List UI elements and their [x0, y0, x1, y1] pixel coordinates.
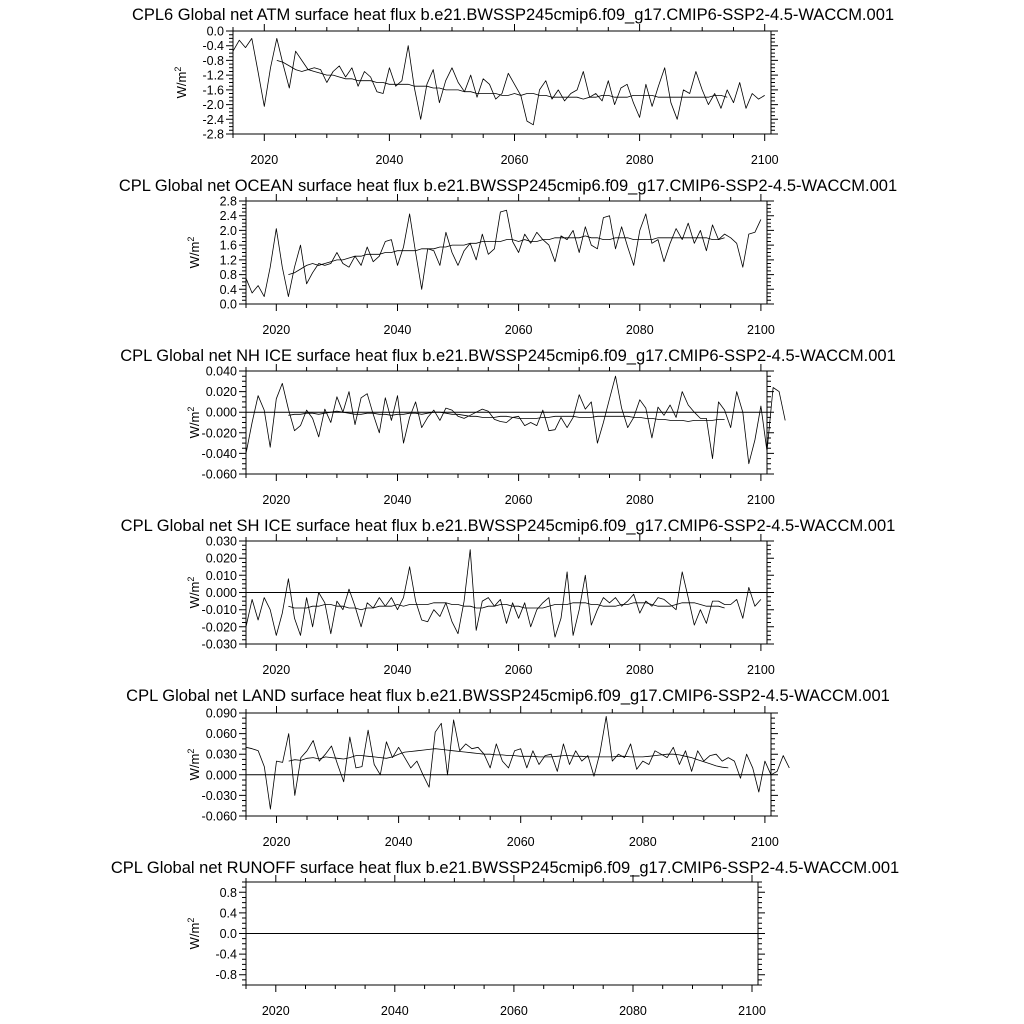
- x-tick-label: 2020: [262, 663, 291, 677]
- y-tick-label: 2.4: [219, 209, 237, 224]
- chart-title: CPL6 Global net ATM surface heat flux b.e21.BWSSP245cmip6.f09_g17.CMIP6-SSP2-4.5-WACCM.001: [131, 6, 895, 24]
- x-tick-label: 2080: [625, 323, 654, 337]
- y-tick-label: 2.0: [219, 223, 237, 238]
- y-tick-label: -0.030: [201, 788, 237, 803]
- y-tick-label: -2.4: [202, 112, 224, 127]
- y-tick-label: -2.8: [202, 127, 224, 142]
- x-tick-label: 2080: [619, 1004, 647, 1018]
- y-axis-label: $W/m^2$: [186, 576, 202, 609]
- y-tick-label: 0.030: [205, 534, 237, 549]
- x-tick-label: 2100: [747, 493, 775, 507]
- y-tick-label: -0.010: [201, 603, 237, 618]
- tick-lines: [226, 24, 778, 141]
- x-tick-label: 2040: [383, 323, 412, 337]
- plot-frame: [246, 713, 771, 816]
- x-tick-label: 2020: [262, 493, 291, 507]
- y-axis-label: $W/m^2$: [186, 406, 202, 439]
- x-tick-label: 2040: [383, 493, 412, 507]
- y-tick-label: -0.4: [202, 39, 224, 54]
- y-tick-label: -1.2: [202, 68, 224, 83]
- y-tick-label: 0.020: [205, 551, 237, 566]
- y-tick-label: -0.020: [201, 620, 237, 635]
- y-tick-label: 0.4: [219, 906, 237, 921]
- y-tick-label: -0.030: [201, 637, 237, 652]
- chart-title: CPL Global net NH ICE surface heat flux b.e21.BWSSP245cmip6.f09_g17.CMIP6-SSP2-4.5-WACCM.001: [120, 347, 896, 365]
- panel-3: [120, 347, 896, 507]
- x-tick-label: 2060: [504, 323, 533, 337]
- y-tick-label: 0.000: [205, 586, 237, 600]
- x-tick-label: 2040: [383, 663, 412, 677]
- tick-marks: [239, 706, 778, 823]
- x-tick-label: 2020: [250, 153, 279, 167]
- x-tick-label: 2080: [628, 835, 657, 849]
- panel-6: [111, 859, 899, 1018]
- y-tick-label: 0.8: [219, 268, 237, 283]
- y-axis-label: $W/m^2$: [186, 236, 202, 269]
- tick-marks: [226, 24, 778, 141]
- x-tick-label: 2020: [261, 1004, 290, 1018]
- chart-title: CPL Global net SH ICE surface heat flux b.e21.BWSSP245cmip6.f09_g17.CMIP6-SSP2-4.5-WACCM.001: [120, 517, 896, 535]
- y-tick-label: -0.8: [215, 968, 237, 983]
- y-tick-label: -1.6: [202, 83, 224, 98]
- y-tick-label: 0.040: [205, 364, 237, 379]
- y-tick-label: 0.000: [205, 405, 237, 420]
- y-tick-label: 1.6: [219, 238, 237, 253]
- y-tick-label: -0.020: [201, 426, 237, 441]
- x-tick-label: 2100: [738, 1004, 766, 1018]
- x-tick-label: 2020: [262, 835, 291, 849]
- y-tick-label: -0.060: [201, 809, 237, 824]
- y-tick-label: -0.8: [202, 53, 224, 68]
- plot-frame: [246, 201, 767, 304]
- y-tick-label: 0.010: [205, 568, 237, 583]
- annual-series-line: [246, 550, 761, 638]
- y-tick-label: 0.090: [205, 706, 237, 721]
- x-tick-label: 2040: [384, 835, 413, 849]
- x-tick-label: 2060: [506, 835, 535, 849]
- panel-1: [132, 6, 894, 167]
- y-tick-label: 0.0: [219, 297, 237, 312]
- chart-title: CPL Global net LAND surface heat flux b.e21.BWSSP245cmip6.f09_g17.CMIP6-SSP2-4.5-WACCM.001: [126, 687, 890, 705]
- y-tick-label: 0.8: [219, 885, 237, 900]
- x-tick-label: 2080: [625, 153, 654, 167]
- x-tick-label: 2100: [750, 153, 779, 167]
- x-tick-label: 2060: [504, 663, 533, 677]
- y-tick-label: 0.020: [205, 385, 237, 400]
- x-tick-label: 2060: [500, 153, 529, 167]
- x-tick-label: 2100: [750, 835, 779, 849]
- y-axis-label: $W/m^2$: [186, 748, 202, 781]
- annual-series-line: [233, 38, 765, 124]
- x-tick-label: 2100: [747, 663, 775, 677]
- x-tick-label: 2040: [375, 153, 404, 167]
- x-tick-label: 2020: [262, 323, 291, 337]
- chart-title: CPL Global net RUNOFF surface heat flux b.e21.BWSSP245cmip6.f09_g17.CMIP6-SSP2-4.5-WACCM.001: [110, 859, 900, 877]
- running-mean-line: [289, 749, 729, 768]
- x-tick-label: 2060: [504, 493, 533, 507]
- x-tick-label: 2040: [380, 1004, 409, 1018]
- x-tick-label: 2080: [625, 493, 654, 507]
- running-mean-line: [288, 236, 724, 275]
- y-tick-label: 0.0: [219, 927, 237, 941]
- chart-title: CPL Global net OCEAN surface heat flux b.e21.BWSSP245cmip6.f09_g17.CMIP6-SSP2-4.5-WACCM.001: [118, 177, 898, 195]
- tick-lines: [239, 706, 778, 823]
- x-tick-label: 2080: [625, 663, 654, 677]
- y-tick-label: 0.0: [206, 24, 224, 39]
- y-tick-label: -0.4: [215, 947, 237, 962]
- y-tick-label: 0.000: [205, 768, 237, 783]
- y-tick-label: 0.4: [219, 282, 237, 297]
- x-tick-label: 2060: [500, 1004, 528, 1018]
- panel-5: [126, 687, 890, 849]
- x-tick-label: 2100: [747, 323, 775, 337]
- y-axis-label: $W/m^2$: [186, 917, 202, 950]
- y-tick-label: 1.2: [219, 253, 237, 268]
- panel-4: [121, 517, 896, 677]
- plot-frame: [233, 31, 771, 134]
- y-tick-label: -0.040: [201, 446, 237, 461]
- y-tick-label: 2.8: [219, 194, 237, 209]
- annual-series-line: [246, 210, 761, 296]
- annual-series-line: [246, 376, 785, 464]
- y-tick-label: 0.030: [205, 747, 237, 762]
- panel-2: [119, 177, 897, 337]
- y-tick-label: -0.060: [201, 467, 237, 482]
- y-tick-label: -2.0: [202, 98, 224, 113]
- y-tick-label: 0.060: [205, 727, 237, 742]
- y-axis-label: $W/m^2$: [173, 66, 189, 99]
